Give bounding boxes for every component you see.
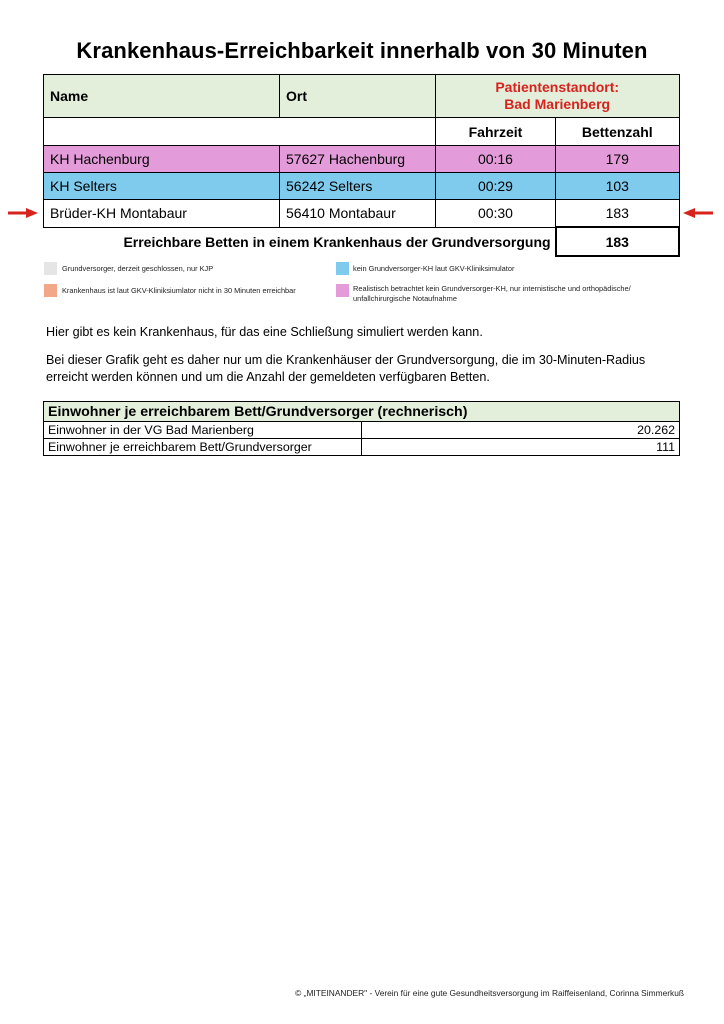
table-row bbox=[44, 439, 680, 456]
patient-location: Bad Marienberg bbox=[504, 96, 611, 112]
hospital-betten: 183 bbox=[556, 200, 679, 228]
sum-value: 183 bbox=[556, 227, 679, 256]
legend-swatch-no-primary bbox=[336, 262, 349, 275]
paragraph-explanation: Bei dieser Grafik geht es daher nur um die Krankenhäuser der Grundversorgung, die im 30-Minuten-Radius erreicht werden können und um die Anzahl der gemeldeten verfügbaren Betten. bbox=[46, 353, 646, 384]
legend-text-no-primary: kein Grundversorger-KH laut GKV-Kliniksimulator bbox=[353, 264, 515, 273]
hospital-ort: 57627 Hachenburg bbox=[280, 146, 436, 173]
subheader-empty bbox=[44, 118, 436, 146]
hospital-ort: 56242 Selters bbox=[280, 173, 436, 200]
population-header-row bbox=[44, 402, 680, 422]
hospital-table bbox=[43, 74, 680, 257]
legend-swatch-unreachable bbox=[44, 284, 57, 297]
column-header-bettenzahl: Bettenzahl bbox=[556, 118, 679, 146]
table-header-row bbox=[44, 75, 680, 118]
population-header: Einwohner je erreichbarem Bett/Grundversorger (rechnerisch) bbox=[44, 402, 680, 422]
arrow-right-icon bbox=[8, 208, 38, 218]
column-header-ort: Ort bbox=[280, 75, 436, 118]
column-header-name: Name bbox=[44, 75, 280, 118]
column-header-fahrzeit: Fahrzeit bbox=[435, 118, 555, 146]
legend-text-unreachable: Krankenhaus ist laut GKV-Kliniksiumlator nicht in 30 Minuten erreichbar bbox=[62, 286, 296, 295]
hospital-name: Brüder-KH Montabaur bbox=[44, 200, 280, 228]
legend-text-closed: Grundversorger, derzeit geschlossen, nur KJP bbox=[62, 264, 214, 273]
population-table bbox=[43, 401, 680, 456]
table-row bbox=[44, 173, 680, 200]
sum-row bbox=[44, 227, 680, 256]
table-row bbox=[44, 422, 680, 439]
hospital-betten: 179 bbox=[556, 146, 679, 173]
patient-location-header bbox=[435, 75, 679, 118]
hospital-fahrzeit: 00:16 bbox=[435, 146, 555, 173]
legend-text-realistic: Realistisch betrachtet kein Grundversorger-KH, nur internistische und orthopädische/ unfallchirurgische Notaufnahme bbox=[353, 284, 631, 303]
arrow-left-icon bbox=[683, 208, 713, 218]
hospital-fahrzeit: 00:30 bbox=[435, 200, 555, 228]
table-subheader-row bbox=[44, 118, 680, 146]
patient-label: Patientenstandort: bbox=[495, 79, 620, 95]
table-row bbox=[44, 146, 680, 173]
paragraph-no-hospital: Hier gibt es kein Krankenhaus, für das eine Schließung simuliert werden kann. bbox=[46, 325, 483, 339]
population-value: 111 bbox=[362, 439, 680, 456]
table-row bbox=[44, 200, 680, 228]
footer-copyright: © „MITEINANDER" - Verein für eine gute Gesundheitsversorgung im Raiffeisenland, Corinna Simmerkuß bbox=[295, 988, 684, 998]
sum-label: Erreichbare Betten in einem Krankenhaus der Grundversorgung bbox=[44, 227, 556, 256]
legend-swatch-realistic bbox=[336, 284, 349, 297]
hospital-name: KH Hachenburg bbox=[44, 146, 280, 173]
page-title: Krankenhaus-Erreichbarkeit innerhalb von 30 Minuten bbox=[76, 38, 648, 63]
legend-swatch-closed bbox=[44, 262, 57, 275]
population-label: Einwohner je erreichbarem Bett/Grundversorger bbox=[44, 439, 362, 456]
population-value: 20.262 bbox=[362, 422, 680, 439]
hospital-fahrzeit: 00:29 bbox=[435, 173, 555, 200]
hospital-betten: 103 bbox=[556, 173, 679, 200]
population-label: Einwohner in der VG Bad Marienberg bbox=[44, 422, 362, 439]
hospital-name: KH Selters bbox=[44, 173, 280, 200]
hospital-ort: 56410 Montabaur bbox=[280, 200, 436, 228]
